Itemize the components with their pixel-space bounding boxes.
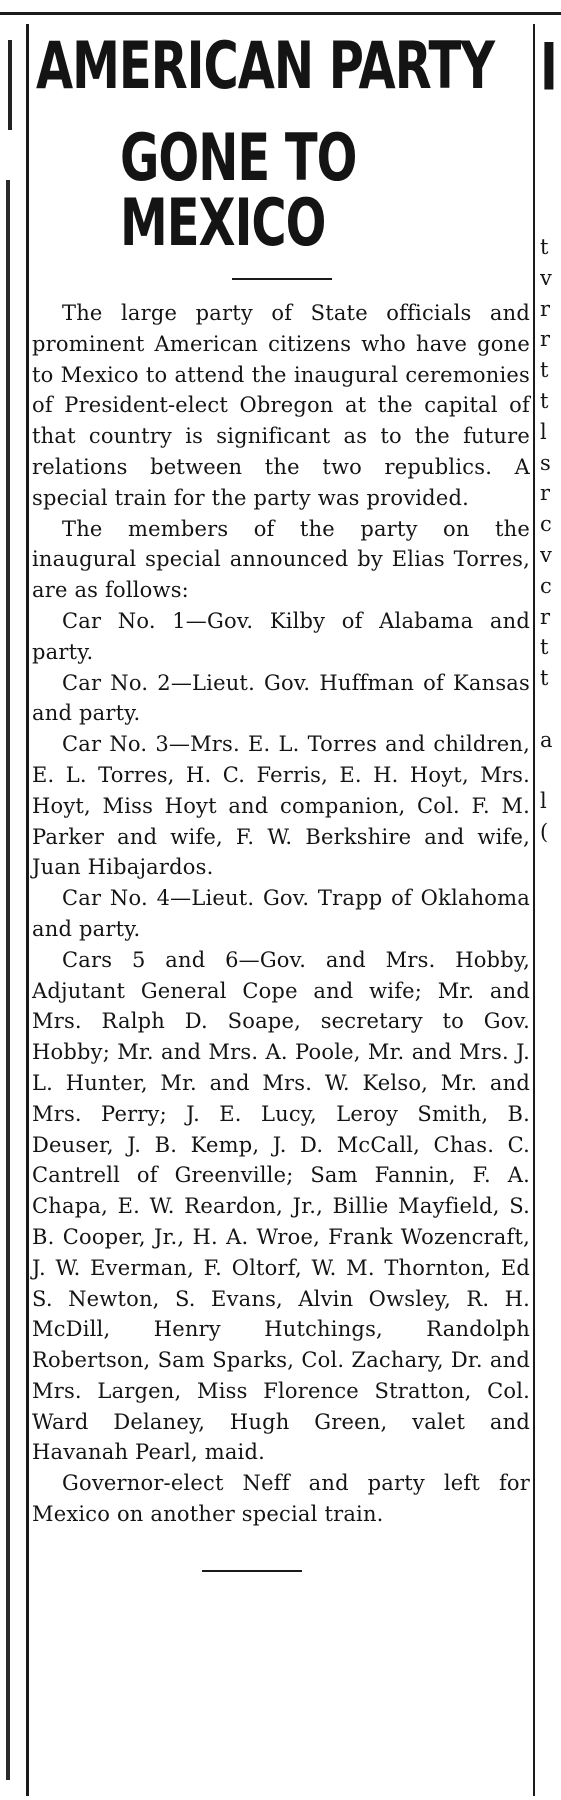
adjacent-column-letter: t [540,635,549,660]
adjacent-column-letter [540,1464,561,1495]
adjacent-column-letter: r [540,327,551,352]
news-article [32,20,530,1572]
headline-line-2: GONE TO MEXICO [120,120,357,261]
adjacent-column-letter [540,1495,561,1526]
adjacent-column-letter [540,971,561,1002]
adjacent-column-letter [540,879,561,910]
adjacent-column-letter [540,1187,561,1218]
adjacent-column-letter: t [540,388,549,413]
adjacent-column-letter: t [540,235,549,259]
adjacent-column-letter [540,1094,561,1125]
article-paragraph: Car No. 1—Gov. Kilby of Alabama and party. [32,608,530,664]
adjacent-column-fragment [540,232,561,1741]
adjacent-column-letter: s [540,450,551,475]
adjacent-column-letter [540,1556,561,1587]
adjacent-column-letter [540,1710,561,1741]
adjacent-column-letter [540,848,561,879]
adjacent-column-letter [540,1218,561,1249]
adjacent-column-letter: t [540,666,549,691]
adjacent-column-letter: r [540,481,551,506]
adjacent-column-letter [540,1525,561,1556]
adjacent-column-letter [540,1433,561,1464]
adjacent-column-letter: a [540,727,553,752]
adjacent-column-letter: r [540,296,551,321]
adjacent-column-letter [540,1279,561,1310]
left-column-rule [26,24,29,1796]
adjacent-column-letter [540,1587,561,1618]
adjacent-column-letter: l [540,789,547,814]
adjacent-column-letter: t [540,358,549,383]
scan-edge-mark [8,40,12,130]
top-column-rule [0,12,561,15]
article-paragraph: Car No. 2—Lieut. Gov. Huffman of Kansas and party. [32,670,530,726]
headline-divider [232,278,332,280]
adjacent-column-letter: ( [540,820,549,845]
adjacent-column-letter [540,910,561,941]
adjacent-column-letter [540,1371,561,1402]
adjacent-column-letter [540,1156,561,1187]
article-paragraph: Cars 5 and 6—Gov. and Mrs. Hobby, Adjutant General Cope and wife; Mr. and Mrs. Ralph D. Soape, secretary to Gov. Hobby; Mr. and Mrs. A. Poole, Mr. and Mrs. J. L. Hunter, Mr. and Mrs. W. Kelso, Mr. and Mrs. Perry; J. E. Lucy, Leroy Smith, B. Deuser, J. B. Kemp, J. D. McCall, Chas. C. Cantrell of Greenville; Sam Fannin, F. A. Chapa, E. W. Reardon, Jr., Billie Mayfield, S. B. Cooper, Jr., H. A. Wroe, Frank Wozencraft, J. W. Everman, F. Oltorf, W. M. Thornton, Ed S. Newton, S. Evans, Alvin Owsley, R. H. McDill, Henry Hutchings, Randolph Robertson, Sam Sparks, Col. Zachary, Dr. and Mrs. Largen, Miss Florence Stratton, Col. Ward Delaney, Hugh Green, valet and Havanah Pearl, maid. [32,947,530,1465]
adjacent-column-letter [540,940,561,971]
adjacent-column-letter [540,1618,561,1649]
adjacent-column-letter [540,1125,561,1156]
article-paragraph: The large party of State officials and prominent American citizens who have gone to Mexico to attend the inaugural ceremonies of President-elect Obregon at the capital of that country is significant as to the future relations between the two republics. A special train for the party was provided. [32,301,530,510]
adjacent-column-letter [540,1033,561,1064]
adjacent-column-letter: c [540,512,552,537]
adjacent-column-letter [540,1679,561,1710]
adjacent-column-letter [540,1002,561,1033]
adjacent-column-letter [540,1649,561,1680]
adjacent-column-letter: c [540,573,552,598]
adjacent-column-letter: v [540,542,552,567]
article-paragraph: Car No. 3—Mrs. E. L. Torres and children, E. L. Torres, H. C. Ferris, E. H. Hoyt, Mrs. Hoyt, Miss Hoyt and companion, Col. F. M. Parker and wife, F. W. Berkshire and wife, Juan Hibajardos. [32,732,530,880]
adjacent-column-letter [540,694,561,725]
article-paragraph: Governor-elect Neff and party left for Mexico on another special train. [32,1471,530,1527]
adjacent-column-letter [540,1341,561,1372]
adjacent-column-letter: r [540,604,551,629]
adjacent-column-letter [540,1310,561,1341]
adjacent-headline-fragment: I [540,30,558,106]
adjacent-column-letter [540,1402,561,1433]
adjacent-column-letter [540,1248,561,1279]
adjacent-column-letter [540,1064,561,1095]
article-paragraph: The members of the party on the inaugural special announced by Elias Torres, are as follows: [32,516,530,603]
article-paragraph: Car No. 4—Lieut. Gov. Trapp of Oklahoma and party. [32,886,530,941]
headline-line-1: AMERICAN PARTY [36,28,495,105]
article-end-rule [202,1570,302,1572]
left-margin-rule [6,180,10,1780]
adjacent-column-letter: v [540,265,552,290]
article-body [32,298,530,1530]
right-column-rule [533,24,535,1796]
adjacent-column-letter: l [540,419,547,444]
adjacent-column-letter [540,756,561,787]
